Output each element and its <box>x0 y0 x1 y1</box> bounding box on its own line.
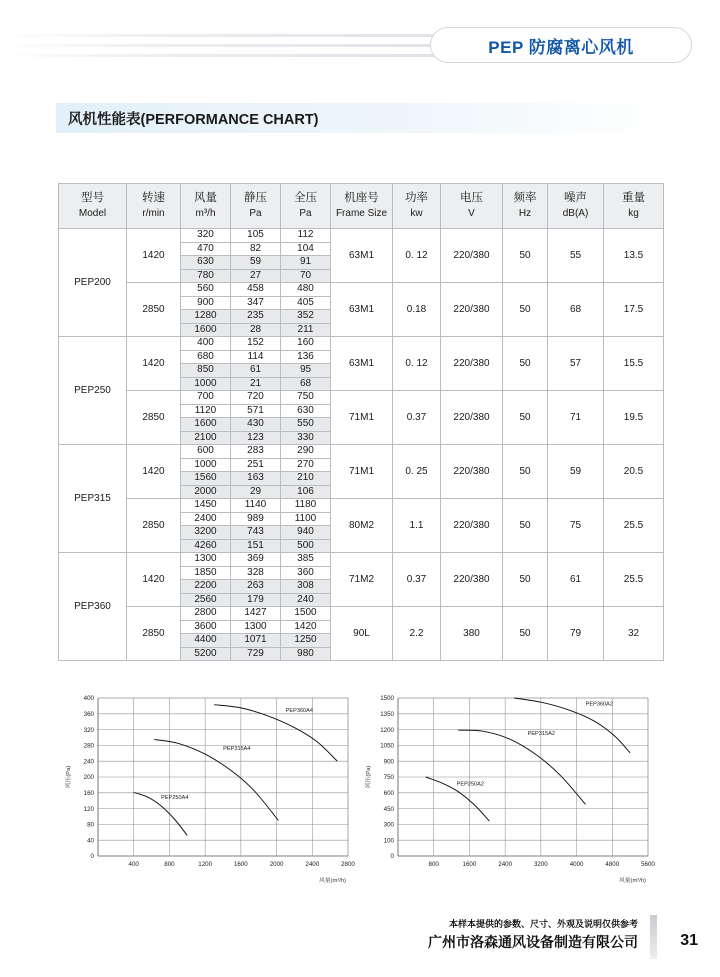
cell-flow: 2200 <box>181 580 231 594</box>
cell-frame: 71M1 <box>331 445 393 499</box>
col-header-en: kg <box>628 208 639 219</box>
cell-static: 61 <box>231 364 281 378</box>
y-tick-label: 40 <box>87 837 94 845</box>
x-tick-label: 1600 <box>462 861 477 868</box>
cell-static: 28 <box>231 323 281 337</box>
cell-frame: 90L <box>331 607 393 661</box>
cell-model: PEP315 <box>59 445 127 553</box>
header-decor-line-1 <box>0 34 440 37</box>
chart-svg-0 <box>60 688 360 903</box>
cell-static: 114 <box>231 350 281 364</box>
cell-total: 240 <box>281 593 331 607</box>
cell-hz: 50 <box>503 499 548 553</box>
cell-db: 59 <box>548 445 604 499</box>
cell-total: 112 <box>281 229 331 243</box>
cell-flow: 1560 <box>181 472 231 486</box>
cell-rpm: 1420 <box>127 229 181 283</box>
col-header-en: Hz <box>518 208 532 219</box>
table-row <box>59 391 664 405</box>
cell-flow: 1280 <box>181 310 231 324</box>
chart-2-pole <box>360 688 660 903</box>
curve-PEP315A2 <box>458 730 585 804</box>
cell-flow: 470 <box>181 242 231 256</box>
cell-total: 360 <box>281 566 331 580</box>
table-col-header-2 <box>181 184 231 229</box>
cell-total: 500 <box>281 539 331 553</box>
performance-table <box>58 183 664 661</box>
col-header-cn: 噪声 <box>564 192 587 205</box>
table-col-header-0 <box>59 184 127 229</box>
cell-kw: 2.2 <box>393 607 441 661</box>
cell-hz: 50 <box>503 607 548 661</box>
x-tick-label: 800 <box>428 861 439 868</box>
cell-hz: 50 <box>503 229 548 283</box>
cell-flow: 1120 <box>181 404 231 418</box>
cell-flow: 1450 <box>181 499 231 513</box>
cell-flow: 560 <box>181 283 231 297</box>
cell-model: PEP360 <box>59 553 127 661</box>
col-header-en: Pa <box>299 208 312 219</box>
cell-static: 743 <box>231 526 281 540</box>
table-row <box>59 553 664 567</box>
col-header-cn: 机座号 <box>344 192 379 205</box>
header-decor-lines <box>0 30 440 78</box>
cell-total: 630 <box>281 404 331 418</box>
cell-flow: 900 <box>181 296 231 310</box>
cell-rpm: 1420 <box>127 553 181 607</box>
cell-kg: 20.5 <box>604 445 664 499</box>
x-tick-label: 1600 <box>233 861 248 868</box>
header-decor-line-3 <box>0 54 440 57</box>
page-footer <box>0 915 720 977</box>
cell-total: 136 <box>281 350 331 364</box>
cell-total: 480 <box>281 283 331 297</box>
cell-frame: 63M1 <box>331 337 393 391</box>
cell-static: 251 <box>231 458 281 472</box>
cell-kw: 0. 12 <box>393 337 441 391</box>
y-tick-label: 100 <box>383 837 394 845</box>
cell-volt: 220/380 <box>441 553 503 607</box>
x-tick-label: 4000 <box>569 861 584 868</box>
cell-kg: 13.5 <box>604 229 664 283</box>
curve-label: PEP250A4 <box>161 794 189 801</box>
cell-total: 290 <box>281 445 331 459</box>
cell-flow: 680 <box>181 350 231 364</box>
cell-total: 1250 <box>281 634 331 648</box>
x-tick-label: 800 <box>164 861 175 868</box>
cell-frame: 71M2 <box>331 553 393 607</box>
cell-kg: 25.5 <box>604 553 664 607</box>
page-title: PEP 防腐离心风机 <box>488 37 634 57</box>
cell-rpm: 1420 <box>127 445 181 499</box>
cell-total: 160 <box>281 337 331 351</box>
footer-company-name: 广州市洛森通风设备制造有限公司 <box>428 934 638 950</box>
cell-db: 71 <box>548 391 604 445</box>
y-axis-label: 风压(Pa) <box>366 765 372 789</box>
cell-rpm: 2850 <box>127 391 181 445</box>
y-tick-label: 320 <box>83 726 94 734</box>
cell-static: 152 <box>231 337 281 351</box>
table-row <box>59 337 664 351</box>
table-body <box>59 229 664 661</box>
table-col-header-9 <box>548 184 604 229</box>
x-tick-label: 4800 <box>605 861 620 868</box>
cell-volt: 220/380 <box>441 499 503 553</box>
cell-static: 151 <box>231 539 281 553</box>
table-col-header-3 <box>231 184 281 229</box>
cell-db: 57 <box>548 337 604 391</box>
page-header <box>0 0 720 86</box>
x-axis-label: 风量(m³/h) <box>318 878 346 884</box>
x-tick-label: 2000 <box>269 861 284 868</box>
cell-static: 989 <box>231 512 281 526</box>
cell-kw: 1.1 <box>393 499 441 553</box>
cell-total: 405 <box>281 296 331 310</box>
cell-model: PEP200 <box>59 229 127 337</box>
table-col-header-8 <box>503 184 548 229</box>
cell-model: PEP250 <box>59 337 127 445</box>
table-row <box>59 607 664 621</box>
cell-total: 95 <box>281 364 331 378</box>
cell-db: 79 <box>548 607 604 661</box>
cell-total: 940 <box>281 526 331 540</box>
cell-static: 163 <box>231 472 281 486</box>
table-col-header-1 <box>127 184 181 229</box>
y-tick-label: 450 <box>383 805 394 813</box>
cell-total: 91 <box>281 256 331 270</box>
cell-hz: 50 <box>503 391 548 445</box>
cell-total: 385 <box>281 553 331 567</box>
cell-flow: 320 <box>181 229 231 243</box>
y-tick-label: 120 <box>83 805 94 813</box>
cell-flow: 630 <box>181 256 231 270</box>
y-tick-label: 1350 <box>380 711 394 718</box>
col-header-cn: 功率 <box>405 192 428 205</box>
cell-total: 750 <box>281 391 331 405</box>
section-title: 风机性能表(PERFORMANCE CHART) <box>68 111 319 128</box>
y-tick-label: 1200 <box>380 726 394 734</box>
curve-label: PEP360A4 <box>285 707 314 714</box>
table-col-header-6 <box>393 184 441 229</box>
cell-frame: 71M1 <box>331 391 393 445</box>
cell-rpm: 2850 <box>127 499 181 553</box>
cell-flow: 1600 <box>181 323 231 337</box>
cell-volt: 220/380 <box>441 337 503 391</box>
cell-flow: 2560 <box>181 593 231 607</box>
cell-flow: 780 <box>181 269 231 283</box>
cell-static: 179 <box>231 593 281 607</box>
x-tick-label: 5600 <box>641 861 655 868</box>
cell-total: 70 <box>281 269 331 283</box>
cell-static: 105 <box>231 229 281 243</box>
col-header-en: Model <box>78 208 107 219</box>
cell-total: 270 <box>281 458 331 472</box>
col-header-en: dB(A) <box>562 208 589 219</box>
y-tick-label: 240 <box>83 758 94 766</box>
cell-hz: 50 <box>503 283 548 337</box>
cell-db: 68 <box>548 283 604 337</box>
cell-total: 1500 <box>281 607 331 621</box>
y-tick-label: 160 <box>83 790 94 797</box>
x-tick-label: 3200 <box>533 861 548 868</box>
cell-db: 55 <box>548 229 604 283</box>
cell-static: 82 <box>231 242 281 256</box>
cell-volt: 220/380 <box>441 229 503 283</box>
curve-label: PEP250A2 <box>456 781 485 788</box>
col-header-en: V <box>468 208 475 219</box>
cell-flow: 4260 <box>181 539 231 553</box>
y-tick-label: 360 <box>83 711 94 718</box>
table-header <box>59 184 664 229</box>
chart-svg-1 <box>360 688 660 903</box>
table-col-header-5 <box>331 184 393 229</box>
footer-divider <box>650 915 657 959</box>
table-row <box>59 283 664 297</box>
cell-db: 75 <box>548 499 604 553</box>
cell-total: 980 <box>281 647 331 661</box>
cell-static: 458 <box>231 283 281 297</box>
cell-static: 27 <box>231 269 281 283</box>
cell-total: 308 <box>281 580 331 594</box>
cell-total: 211 <box>281 323 331 337</box>
y-tick-label: 750 <box>383 774 394 782</box>
x-tick-label: 1200 <box>198 861 213 868</box>
cell-static: 369 <box>231 553 281 567</box>
cell-rpm: 2850 <box>127 283 181 337</box>
cell-hz: 50 <box>503 553 548 607</box>
y-tick-label: 600 <box>383 790 394 797</box>
chart-4-pole <box>60 688 360 903</box>
col-header-cn: 全压 <box>294 192 317 205</box>
cell-flow: 2800 <box>181 607 231 621</box>
x-axis-label: 风量(m³/h) <box>618 878 646 884</box>
table-row <box>59 499 664 513</box>
cell-flow: 2000 <box>181 485 231 499</box>
cell-flow: 1000 <box>181 377 231 391</box>
cell-kg: 17.5 <box>604 283 664 337</box>
col-header-en: Pa <box>249 208 262 219</box>
col-header-cn: 静压 <box>244 192 267 205</box>
cell-volt: 380 <box>441 607 503 661</box>
cell-total: 106 <box>281 485 331 499</box>
col-header-en: Frame Size <box>335 208 388 219</box>
cell-static: 1427 <box>231 607 281 621</box>
cell-static: 263 <box>231 580 281 594</box>
cell-kw: 0. 12 <box>393 229 441 283</box>
cell-static: 21 <box>231 377 281 391</box>
cell-static: 1140 <box>231 499 281 513</box>
col-header-cn: 转速 <box>142 192 165 205</box>
cell-flow: 2100 <box>181 431 231 445</box>
curve-label: PEP315A4 <box>223 746 251 753</box>
cell-total: 1420 <box>281 620 331 634</box>
x-tick-label: 2800 <box>341 861 355 868</box>
table-header-row <box>59 184 664 229</box>
col-header-cn: 频率 <box>513 192 537 205</box>
cell-kg: 32 <box>604 607 664 661</box>
cell-static: 1300 <box>231 620 281 634</box>
col-header-cn: 型号 <box>81 192 104 205</box>
cell-frame: 80M2 <box>331 499 393 553</box>
cell-kw: 0. 25 <box>393 445 441 499</box>
col-header-en: m³/h <box>195 208 216 219</box>
cell-kg: 15.5 <box>604 337 664 391</box>
cell-static: 347 <box>231 296 281 310</box>
col-header-en: r/min <box>142 208 165 219</box>
cell-kw: 0.37 <box>393 391 441 445</box>
x-tick-label: 2400 <box>498 861 513 868</box>
curve-PEP315A4 <box>154 740 278 821</box>
cell-flow: 1000 <box>181 458 231 472</box>
y-tick-label: 80 <box>87 821 94 829</box>
section-title-bar <box>56 103 664 133</box>
cell-volt: 220/380 <box>441 445 503 499</box>
y-tick-label: 0 <box>90 853 94 861</box>
cell-kg: 25.5 <box>604 499 664 553</box>
cell-total: 104 <box>281 242 331 256</box>
cell-hz: 50 <box>503 445 548 499</box>
y-tick-label: 300 <box>383 821 394 829</box>
col-header-cn: 重量 <box>622 192 645 205</box>
cell-static: 123 <box>231 431 281 445</box>
cell-kw: 0.37 <box>393 553 441 607</box>
cell-kg: 19.5 <box>604 391 664 445</box>
cell-static: 720 <box>231 391 281 405</box>
y-tick-label: 900 <box>383 758 394 766</box>
cell-flow: 2400 <box>181 512 231 526</box>
cell-frame: 63M1 <box>331 229 393 283</box>
table-col-header-10 <box>604 184 664 229</box>
cell-flow: 1600 <box>181 418 231 432</box>
header-decor-line-2 <box>0 44 440 47</box>
table-col-header-7 <box>441 184 503 229</box>
y-tick-label: 1050 <box>380 742 394 750</box>
header-title-pill <box>430 27 692 63</box>
cell-static: 29 <box>231 485 281 499</box>
performance-table-wrap <box>58 183 663 661</box>
cell-flow: 1850 <box>181 566 231 580</box>
cell-total: 210 <box>281 472 331 486</box>
cell-flow: 700 <box>181 391 231 405</box>
cell-static: 328 <box>231 566 281 580</box>
table-col-header-4 <box>281 184 331 229</box>
col-header-cn: 风量 <box>194 192 217 205</box>
table-row <box>59 229 664 243</box>
cell-volt: 220/380 <box>441 283 503 337</box>
cell-static: 729 <box>231 647 281 661</box>
cell-flow: 600 <box>181 445 231 459</box>
curve-PEP360A4 <box>214 705 337 762</box>
cell-flow: 3200 <box>181 526 231 540</box>
cell-static: 235 <box>231 310 281 324</box>
y-tick-label: 0 <box>390 853 394 861</box>
curve-label: PEP315A2 <box>527 731 555 738</box>
cell-flow: 3600 <box>181 620 231 634</box>
y-tick-label: 200 <box>83 774 94 782</box>
footer-disclaimer: 本样本提供的参数、尺寸、外观及说明仅供参考 <box>448 919 638 929</box>
cell-frame: 63M1 <box>331 283 393 337</box>
cell-total: 352 <box>281 310 331 324</box>
cell-static: 59 <box>231 256 281 270</box>
cell-static: 283 <box>231 445 281 459</box>
cell-hz: 50 <box>503 337 548 391</box>
curve-label: PEP360A2 <box>585 701 614 708</box>
cell-db: 61 <box>548 553 604 607</box>
cell-flow: 4400 <box>181 634 231 648</box>
cell-volt: 220/380 <box>441 391 503 445</box>
x-tick-label: 400 <box>128 861 139 868</box>
page-number: 31 <box>680 932 698 949</box>
cell-total: 330 <box>281 431 331 445</box>
performance-charts <box>56 688 668 903</box>
cell-static: 571 <box>231 404 281 418</box>
cell-static: 430 <box>231 418 281 432</box>
x-tick-label: 2400 <box>305 861 320 868</box>
y-axis-label: 风压(Pa) <box>66 765 72 789</box>
cell-total: 1180 <box>281 499 331 513</box>
y-tick-label: 1500 <box>380 695 394 703</box>
cell-kw: 0.18 <box>393 283 441 337</box>
cell-total: 550 <box>281 418 331 432</box>
cell-flow: 850 <box>181 364 231 378</box>
cell-rpm: 2850 <box>127 607 181 661</box>
col-header-en: kw <box>410 208 423 219</box>
cell-rpm: 1420 <box>127 337 181 391</box>
cell-flow: 1300 <box>181 553 231 567</box>
table-row <box>59 445 664 459</box>
cell-total: 1100 <box>281 512 331 526</box>
col-header-cn: 电压 <box>460 192 483 205</box>
cell-total: 68 <box>281 377 331 391</box>
cell-flow: 400 <box>181 337 231 351</box>
cell-static: 1071 <box>231 634 281 648</box>
y-tick-label: 280 <box>83 742 94 750</box>
cell-flow: 5200 <box>181 647 231 661</box>
y-tick-label: 400 <box>83 695 94 703</box>
